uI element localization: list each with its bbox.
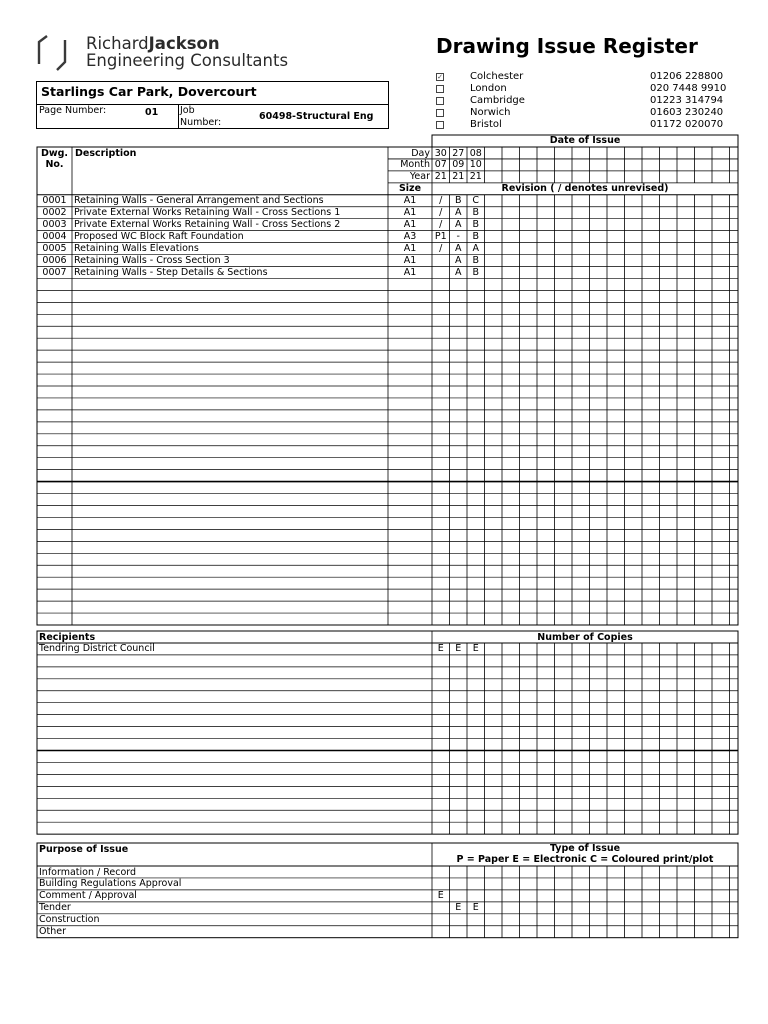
- drawing-revision: A: [455, 267, 462, 278]
- drawing-number: 0001: [42, 195, 67, 207]
- logo-name: RichardJackson: [86, 34, 220, 53]
- issue-year: 21: [469, 171, 482, 183]
- month-label: Month: [400, 159, 430, 171]
- drawing-revision: C: [472, 195, 480, 207]
- drawing-revision: A: [455, 207, 462, 219]
- drawing-size: A1: [403, 243, 417, 255]
- purpose-header: Purpose of Issue: [39, 844, 129, 855]
- issue-month: 10: [469, 159, 482, 171]
- drawing-revision: -: [456, 231, 460, 243]
- job-number-value: 60498-Structural Eng: [259, 111, 374, 122]
- drawing-revision: /: [439, 207, 443, 219]
- drawing-revision: B: [454, 195, 462, 207]
- drawing-revision: /: [439, 219, 443, 231]
- dwg-no-header-2: No.: [45, 159, 64, 170]
- drawing-number: 0007: [42, 267, 67, 278]
- drawing-number: 0005: [42, 243, 67, 255]
- dwg-no-header: Dwg.: [40, 148, 69, 159]
- purpose-label: Information / Record: [39, 866, 137, 878]
- drawing-revision: B: [472, 207, 480, 219]
- purpose-label: Construction: [39, 914, 100, 926]
- project-name: Starlings Car Park, Dovercourt: [41, 84, 257, 99]
- recipient-copies: E: [472, 643, 479, 655]
- drawing-description: Retaining Walls - Cross Section 3: [74, 255, 230, 267]
- drawing-revision: P1: [434, 231, 447, 243]
- purpose-mark: E: [437, 890, 444, 902]
- size-header: Size: [398, 183, 422, 195]
- office-name: Colchester: [470, 71, 524, 82]
- office-phone: 020 7448 9910: [650, 83, 727, 94]
- drawing-size: A1: [403, 267, 417, 278]
- office-name: Norwich: [470, 107, 511, 118]
- drawing-size: A1: [403, 207, 417, 219]
- description-header: Description: [75, 148, 137, 159]
- recipient-name: Tendring District Council: [39, 643, 155, 655]
- office-name: Cambridge: [470, 95, 525, 106]
- day-label: Day: [411, 147, 430, 159]
- page-number-value: 01: [145, 107, 159, 118]
- job-label-2: Number:: [180, 117, 222, 128]
- logo-tagline: Engineering Consultants: [86, 51, 289, 70]
- drawing-revision: A: [455, 219, 462, 231]
- drawing-number: 0006: [42, 255, 67, 267]
- drawing-size: A3: [403, 231, 417, 243]
- recipient-copies: E: [437, 643, 444, 655]
- drawing-size: A1: [403, 195, 417, 207]
- drawing-revision: /: [439, 243, 443, 255]
- date-of-issue-header: Date of Issue: [549, 135, 621, 146]
- issue-year: 21: [434, 171, 447, 183]
- office-phone: 01172 020070: [650, 119, 724, 130]
- recipients-header: Recipients: [39, 631, 96, 643]
- type-of-issue-header: Type of Issue: [549, 843, 621, 854]
- office-phone: 01603 230240: [650, 107, 724, 118]
- year-label: Year: [409, 171, 430, 183]
- drawing-size: A1: [403, 255, 417, 267]
- issue-month: 07: [434, 159, 447, 171]
- drawing-description: Retaining Walls - Step Details & Sections: [74, 267, 268, 278]
- page-title: Drawing Issue Register: [436, 34, 698, 58]
- drawing-size: A1: [403, 219, 417, 231]
- purpose-label: Comment / Approval: [39, 890, 137, 902]
- recipient-copies: E: [455, 643, 462, 655]
- purpose-label: Tender: [39, 902, 71, 914]
- issue-year: 21: [452, 171, 465, 183]
- purpose-mark: E: [472, 902, 479, 914]
- page-number-label: Page Number:: [39, 105, 107, 116]
- drawing-number: 0002: [42, 207, 67, 219]
- drawing-description: Proposed WC Block Raft Foundation: [74, 231, 244, 243]
- drawing-revision: B: [472, 255, 480, 267]
- drawing-number: 0004: [42, 231, 67, 243]
- job-label: Job: [180, 105, 195, 116]
- purpose-label: Other: [39, 926, 66, 938]
- drawing-revision: B: [472, 231, 480, 243]
- drawing-revision: /: [439, 195, 443, 207]
- office-phone: 01206 228800: [650, 71, 724, 82]
- type-of-issue-legend: P = Paper E = Electronic C = Coloured print/plot: [456, 854, 714, 865]
- revision-header: Revision ( / denotes unrevised): [501, 183, 669, 195]
- drawing-revision: A: [472, 243, 479, 255]
- drawing-description: Private External Works Retaining Wall - Cross Sections 2: [74, 219, 341, 231]
- office-phone: 01223 314794: [650, 95, 724, 106]
- issue-day: 30: [434, 147, 447, 159]
- copies-header: Number of Copies: [537, 631, 633, 643]
- issue-day: 27: [452, 147, 465, 159]
- drawing-revision: A: [455, 243, 462, 255]
- office-name: Bristol: [470, 119, 502, 130]
- office-checkbox-icon[interactable]: ✓: [437, 73, 443, 81]
- drawing-description: Retaining Walls - General Arrangement and Sections: [74, 195, 324, 207]
- drawing-number: 0003: [42, 219, 67, 231]
- issue-month: 09: [452, 159, 465, 171]
- office-name: London: [470, 83, 507, 94]
- drawing-revision: B: [472, 219, 480, 231]
- purpose-label: Building Regulations Approval: [39, 878, 182, 890]
- drawing-revision: B: [472, 267, 480, 278]
- issue-day: 08: [469, 147, 482, 159]
- drawing-revision: A: [455, 255, 462, 267]
- purpose-mark: E: [455, 902, 462, 914]
- drawing-description: Retaining Walls Elevations: [74, 243, 199, 255]
- drawing-description: Private External Works Retaining Wall - Cross Sections 1: [74, 207, 341, 219]
